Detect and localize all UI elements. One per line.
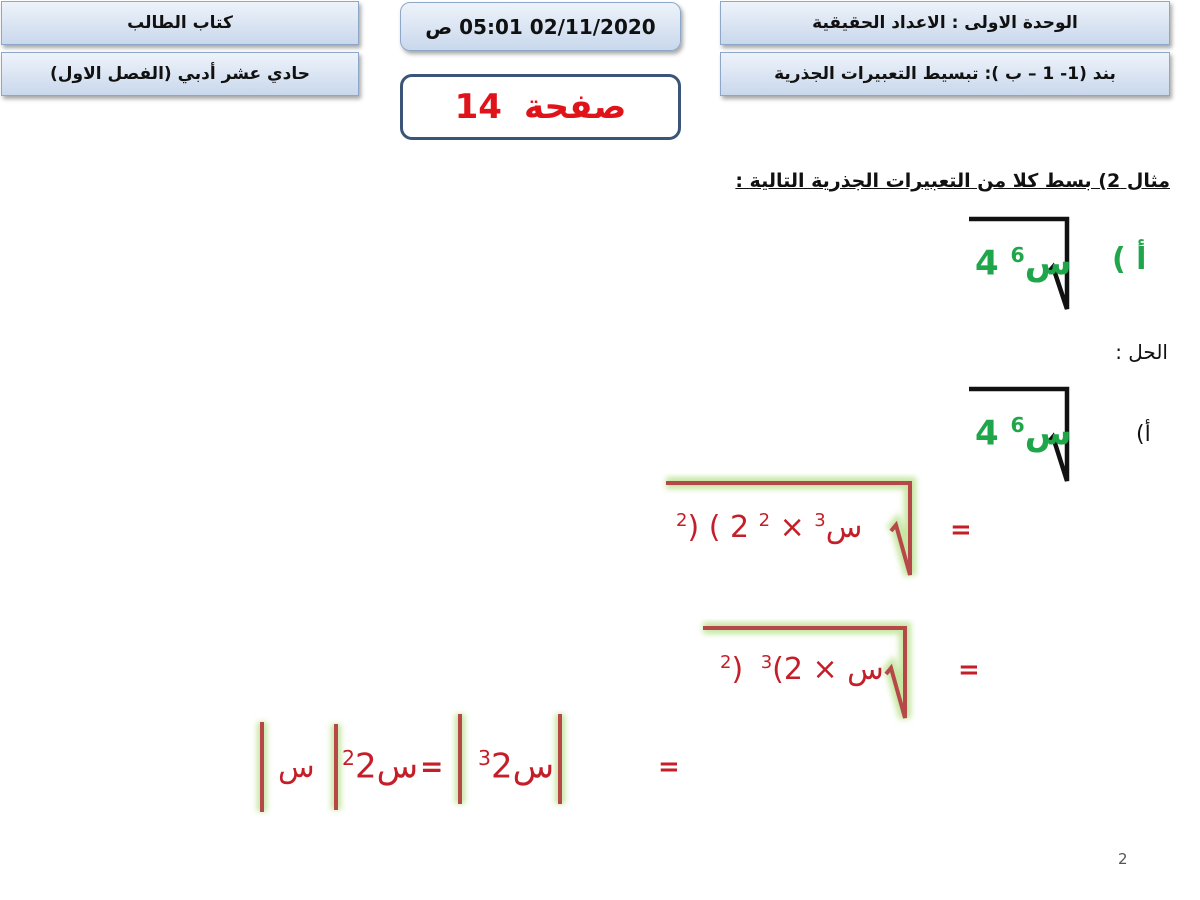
step2-open: (2 × س [772, 652, 884, 687]
step3-a-coef: 2 [490, 746, 513, 787]
slide-number: 2 [1118, 850, 1128, 868]
page-number: 14 [454, 87, 502, 127]
example-expression [975, 243, 1072, 283]
example-coef: 4 [975, 243, 999, 284]
solution-exp: 6 [1010, 413, 1025, 437]
example-title: مثال 2) بسط كلا من التعبيرات الجذرية التالية : [735, 170, 1170, 192]
solution-part-label: أ) [1136, 422, 1151, 447]
example-part-label: أ ) [1112, 242, 1147, 277]
step1-outer-exp: 2 [676, 510, 688, 531]
step2-outer-exp: 2 [720, 652, 732, 673]
grade-title: حادي عشر أدبي (الفصل الاول) [50, 64, 310, 84]
step3-term-a [478, 746, 554, 786]
step1-inner-exp: 3 [814, 510, 826, 531]
step3-a-var: س [512, 746, 555, 787]
unit-title-box [720, 1, 1170, 45]
book-title: كتاب الطالب [127, 13, 233, 33]
step3-equals-2: = [420, 750, 444, 783]
solution-coef: 4 [975, 413, 999, 454]
step1-expression: $^2$) ( س$^3$ × $^2$ 2 [676, 510, 863, 545]
unit-title: الوحدة الاولى : الاعداد الحقيقية [812, 13, 1078, 33]
step1-equals: = [950, 515, 972, 545]
example-exp: 6 [1010, 243, 1025, 267]
grade-box [1, 52, 359, 96]
example-var: س [1024, 243, 1072, 284]
page-word: صفحة [523, 87, 627, 127]
datetime-box [400, 2, 681, 51]
step3-b-var: س [376, 746, 419, 787]
datetime: 02/11/2020 05:01 ص [425, 14, 656, 39]
step1-exp-a: 2 [758, 510, 771, 531]
book-box [1, 1, 359, 45]
step1-base: 2 [729, 510, 750, 545]
step3-b-exp: 2 [342, 746, 355, 770]
step2-inner-exp: 3 [760, 652, 773, 673]
section-title: بند (1- 1 – ب ): تبسيط التعبيرات الجذرية [774, 64, 1116, 84]
solution-var: س [1024, 413, 1072, 454]
section-title-box [720, 52, 1170, 96]
step3-term-c [278, 750, 315, 785]
step3-a-exp: 3 [478, 746, 491, 770]
step2-equals: = [958, 655, 980, 685]
solution-expression [975, 413, 1072, 453]
step3-equals: = [658, 752, 680, 782]
step1-inner: ( س [708, 510, 863, 545]
step2-expression: $^2$) $^3$(2 × س [720, 652, 884, 687]
solution-label: الحل : [1115, 340, 1168, 364]
page-number-box [400, 74, 681, 140]
step3-b-coef: 2 [354, 746, 377, 787]
step3-c-var: س [278, 750, 315, 785]
step3-term-b [342, 746, 418, 786]
